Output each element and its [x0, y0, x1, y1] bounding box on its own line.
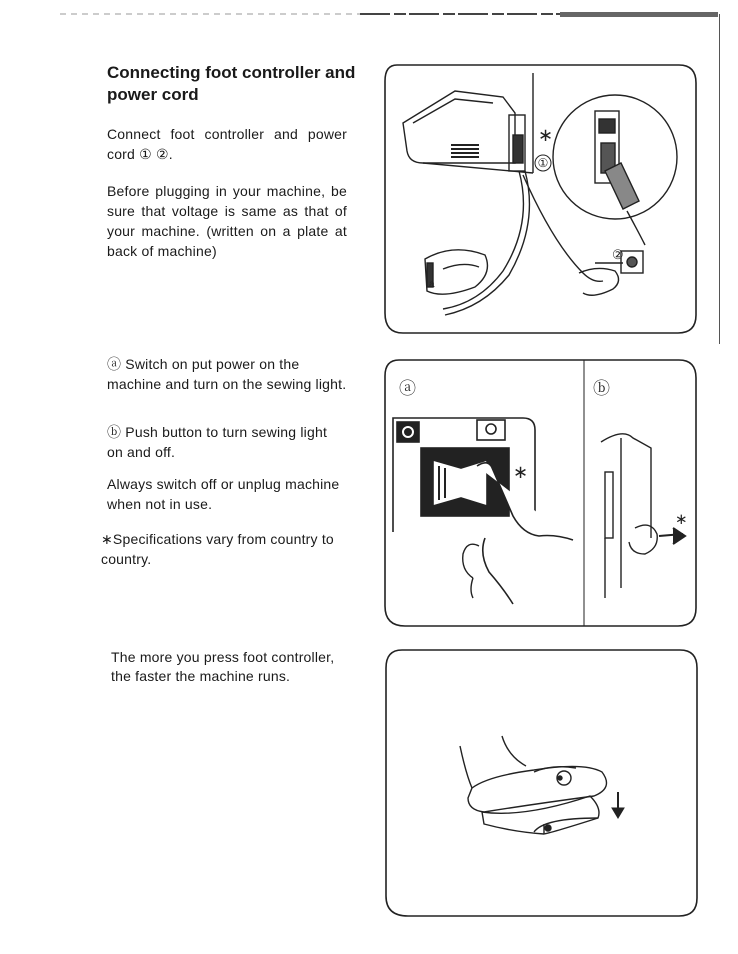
figure-power-switch [383, 358, 698, 628]
label-b: ⓑ [593, 379, 610, 398]
right-scan-rule [719, 14, 720, 344]
figure-frame [386, 650, 697, 916]
label-a: ⓐ [399, 379, 416, 398]
marker-1: ① [537, 156, 549, 170]
switch-panel-drawing [393, 418, 573, 604]
speed-instruction: The more you press foot controller, the faster the machine runs. [111, 649, 335, 684]
machine-side-drawing [403, 73, 533, 173]
foot-pedal-drawing [482, 796, 599, 834]
safety-note: Always switch off or unplug machine when not in use. [107, 476, 340, 512]
machine-side-light-button [601, 434, 685, 598]
hand-drawing [463, 544, 479, 598]
light-button-instruction: ⓑ Push button to turn sewing light on and off. [107, 424, 328, 460]
shoe-drawing [460, 736, 607, 812]
asterisk-marker-b: ∗ [675, 511, 688, 528]
connect-instruction: Connect foot controller and power cord ① ②. [107, 126, 347, 162]
figure-foot-on-controller [384, 648, 699, 918]
marker-2: ② [612, 247, 624, 262]
wall-outlet-and-hand [579, 251, 643, 295]
figure-foot-controller-connection [383, 63, 698, 335]
asterisk-marker: ∗ [538, 125, 554, 145]
press-arrow-icon [612, 792, 624, 818]
voltage-warning: Before plugging in your machine, be sure that voltage is same as that of your machine. (written on a plate at back of machine) [107, 183, 347, 259]
specification-note: ∗Specifications vary from country to country. [101, 531, 334, 567]
section-heading: Connecting foot controller and power cord [107, 63, 356, 104]
top-scan-rule [60, 10, 718, 18]
magnified-socket-inset [553, 95, 677, 245]
power-cord [443, 171, 603, 315]
marker-a: a [429, 279, 435, 290]
power-switch-instruction: ⓐ Switch on put power on the machine and turn on the sewing light. [107, 356, 347, 392]
asterisk-marker-a: ∗ [513, 462, 529, 482]
